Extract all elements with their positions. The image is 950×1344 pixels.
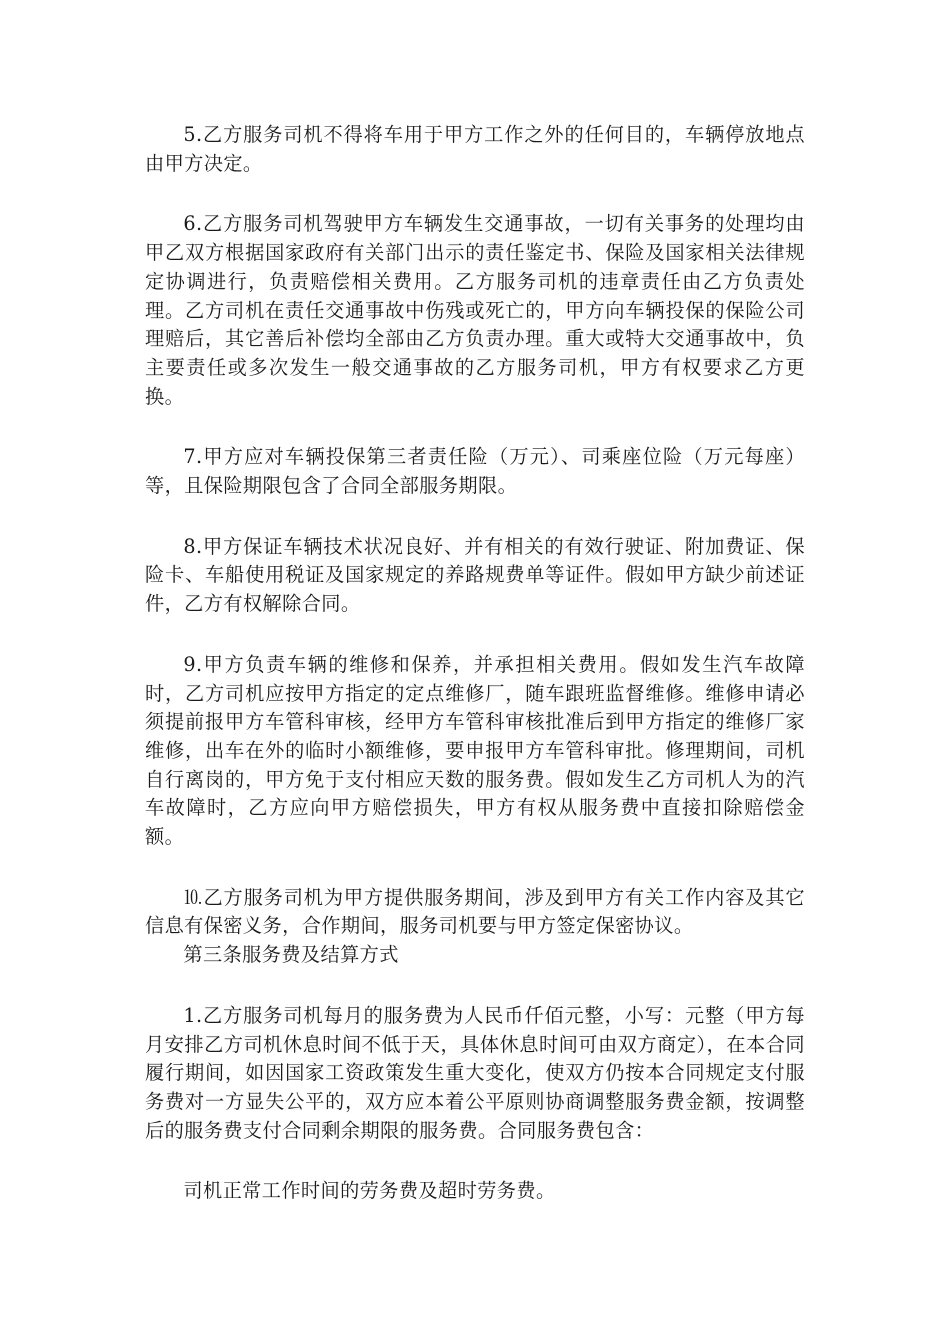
clause-10-paragraph: ⒑乙方服务司机为甲方提供服务期间，涉及到甲方有关工作内容及其它信息有保密义务，合作期间，服务司机要与甲方签定保密协议。 (145, 885, 805, 938)
article-3-heading: 第三条服务费及结算方式 (183, 943, 399, 967)
clause-5-paragraph: 5.乙方服务司机不得将车用于甲方工作之外的任何目的，车辆停放地点由甲方决定。 (145, 123, 805, 175)
fee-clause-1-paragraph: 1.乙方服务司机每月的服务费为人民币仟佰元整，小写：元整（甲方每月安排乙方司机休息时间不低于天，具体休息时间可由双方商定），在本合同履行期间，如因国家工资政策发生重大变化，使双方仍按本合同规定支付服务费对一方显失公平的，双方应本着公平原则协商调整服务费金额，按调整后的服务费支付合同剩余期限的服务费。合同服务费包含： (145, 1003, 805, 1142)
clause-8-paragraph: 8.甲方保证车辆技术状况良好、并有相关的有效行驶证、附加费证、保险卡、车船使用税证及国家规定的养路规费单等证件。假如甲方缺少前述证件，乙方有权解除合同。 (145, 534, 805, 616)
clause-7-paragraph: 7.甲方应对车辆投保第三者责任险（万元）、司乘座位险（万元每座）等，且保险期限包含了合同全部服务期限。 (145, 445, 805, 498)
clause-6-paragraph: 6.乙方服务司机驾驶甲方车辆发生交通事故，一切有关事务的处理均由甲乙双方根据国家政府有关部门出示的责任鉴定书、保险及国家相关法律规定协调进行，负责赔偿相关费用。乙方服务司机的违章责任由乙方负责处理。乙方司机在责任交通事故中伤残或死亡的，甲方向车辆投保的保险公司理赔后，其它善后补偿均全部由乙方负责办理。重大或特大交通事故中，负主要责任或多次发生一般交通事故的乙方服务司机，甲方有权要求乙方更换。 (145, 212, 805, 408)
fee-inclusion-paragraph: 司机正常工作时间的劳务费及超时劳务费。 (183, 1179, 556, 1203)
clause-9-paragraph: 9.甲方负责车辆的维修和保养，并承担相关费用。假如发生汽车故障时，乙方司机应按甲方指定的定点维修厂，随车跟班监督维修。维修申请必须提前报甲方车管科审核，经甲方车管科审核批准后到甲方指定的维修厂家维修，出车在外的临时小额维修，要申报甲方车管科审批。修理期间，司机自行离岗的，甲方免于支付相应天数的服务费。假如发生乙方司机人为的汽车故障时，乙方应向甲方赔偿损失，甲方有权从服务费中直接扣除赔偿金额。 (145, 652, 805, 849)
document-page (145, 121, 805, 1206)
